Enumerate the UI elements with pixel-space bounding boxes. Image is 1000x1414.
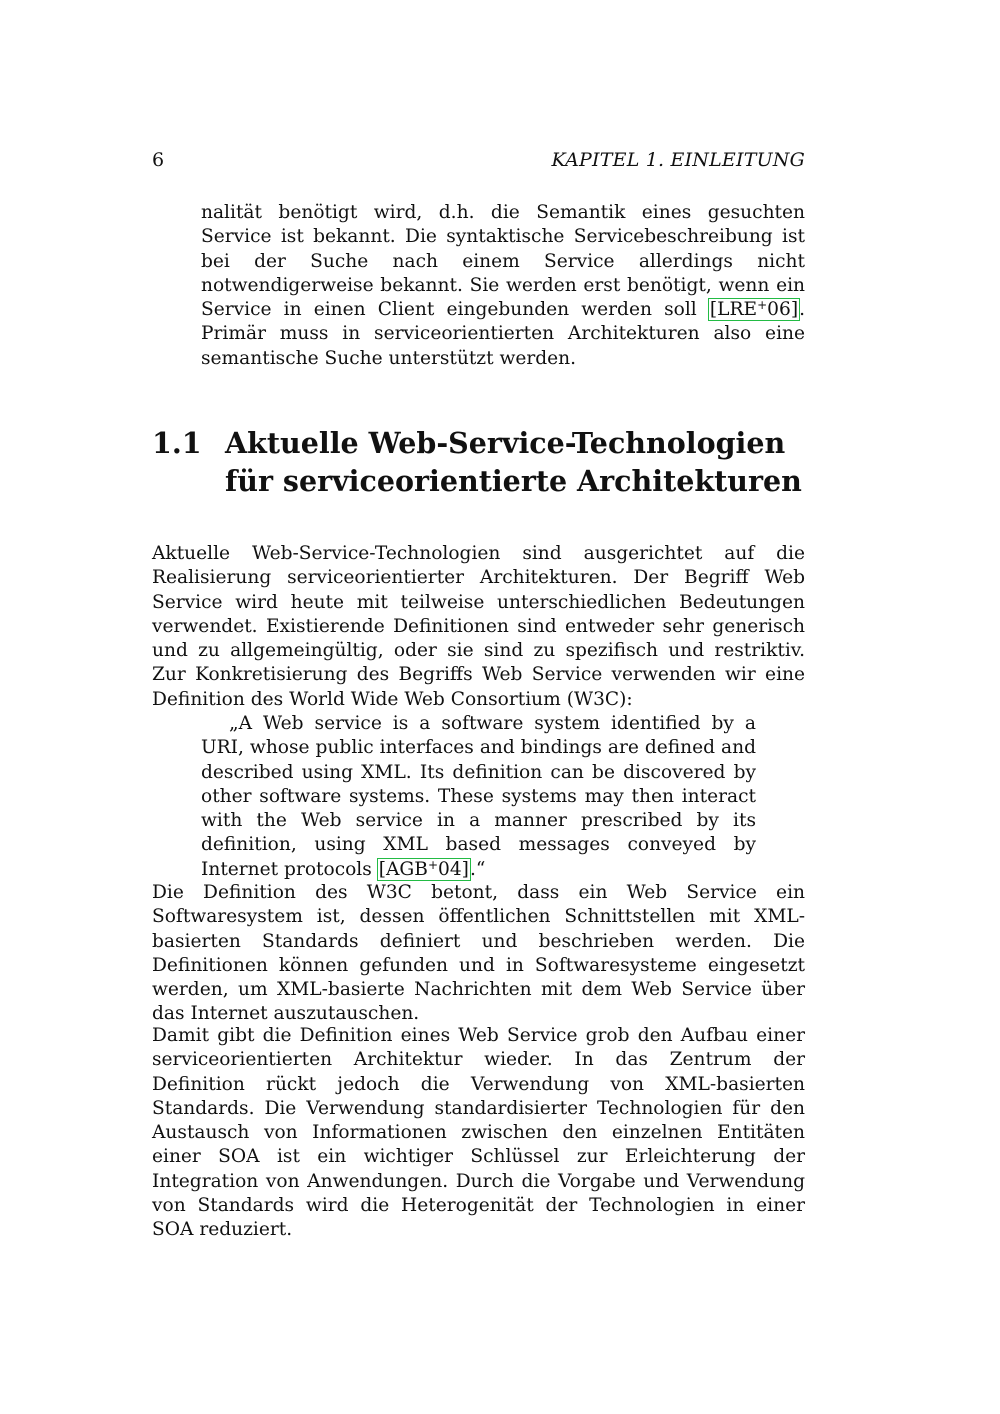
page-number: 6 (152, 149, 165, 171)
continuation-text-1: nalität benötigt wird, d.h. die Semantik eines gesuchten Service ist bekannt. Die syntaktische Servicebeschreibung ist bei der Suche nach einem Service allerdings nicht notwendigerweise bekannt. Sie werden erst benötigt, wenn ein Service in einen Client eingebunden werden soll (201, 202, 805, 321)
w3c-definition-quote (201, 712, 756, 882)
paragraph-1: Aktuelle Web-Service-Technologien sind ausgerichtet auf die Realisierung serviceorientierter Architekturen. Der Begriff Web Service wird heute mit teilweise unterschiedlichen Bedeutungen verwendet. Existierende Definitionen sind entweder sehr generisch und zu allgemeingültig, oder sie sind zu spezifisch und restriktiv. Zur Konkretisierung des Begriffs Web Service verwenden wir eine Definition des World Wide Web Consortium (W3C): (152, 543, 805, 710)
citation-agb04-year: 04 (438, 858, 462, 880)
paragraph-2: Die Definition des W3C betont, dass ein Web Service ein Softwaresystem ist, dessen öffentlichen Schnittstellen mit XML-basierten Standards definiert und beschrieben werden. Die Definitionen können gefunden und in Softwaresysteme eingesetzt werden, um XML-basierte Nachrichten mit dem Web Service über das Internet auszutauschen. (152, 882, 805, 1025)
citation-lre06-sup: + (757, 298, 768, 313)
citation-lre06-year: 06 (767, 299, 791, 321)
quote-closing: .“ (469, 858, 486, 880)
citation-agb04[interactable]: [AGB+04] (378, 857, 469, 880)
continuation-text-2: . Primär muss in serviceorientierten Architekturen also eine semantische Suche unterstützt werden. (201, 299, 805, 369)
quote-text: „A Web service is a software system identified by a URI, whose public interfaces and bindings are defined and described using XML. Its definition can be discovered by other software systems. These systems may then interact with the Web service in a manner prescribed by its definition, using XML based messages conveyed by Internet protocols (201, 713, 756, 880)
continuation-paragraph (201, 201, 805, 371)
section-title: Aktuelle Web-Service-Technologien für serviceorientierte Architekturen (225, 426, 802, 498)
citation-agb04-key: AGB (385, 858, 428, 880)
paragraph-3: Damit gibt die Definition eines Web Service grob den Aufbau einer serviceorientierten Architektur wieder. In das Zentrum der Definition rückt jedoch die Verwendung von XML-basierten Standards. Die Verwendung standardisierter Technologien für den Austausch von Informationen zwischen den einzelnen Entitäten einer SOA ist ein wichtiger Schlüssel zur Erleichterung der Integration von Anwendungen. Durch die Vorgabe und Verwendung von Standards wird die Heterogenität der Technologien in einer SOA reduziert. (152, 1025, 805, 1241)
citation-lre06-key: LRE (717, 299, 758, 321)
citation-agb04-sup: + (427, 857, 438, 872)
chapter-title: KAPITEL 1. EINLEITUNG (551, 149, 805, 171)
section-number: 1.1 (152, 426, 202, 460)
running-header (152, 147, 805, 173)
citation-lre06[interactable]: [LRE+06] (709, 298, 799, 321)
